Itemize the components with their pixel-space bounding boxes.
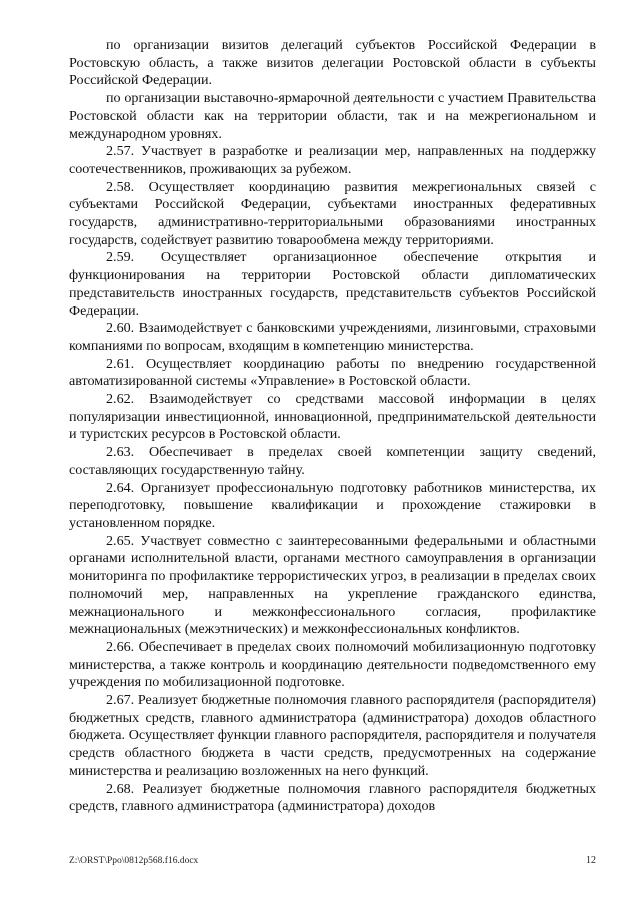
footer-page-number: 12 xyxy=(586,855,596,866)
paragraph: 2.65. Участвует совместно с заинтересованными федеральными и областными органами исполнительной власти, органами местного самоуправления в организации мониторинга по профилактике террористических угроз, в реализации в пределах своих полномочий мер, направленных на укрепление гражданского единства, межнационального и межконфессионального согласия, профилактике межнациональных (межэтнических) и межконфессиональных конфликтов. xyxy=(69,532,596,638)
paragraph: 2.57. Участвует в разработке и реализации мер, направленных на поддержку соотечественников, проживающих за рубежом. xyxy=(69,143,596,177)
document-body xyxy=(69,37,596,816)
paragraph: 2.67. Реализует бюджетные полномочия главного распорядителя (распорядителя) бюджетных средств, главного администратора (администратора) доходов областного бюджета. Осуществляет функции главного распорядителя, распорядителя и получателя средств областного бюджета в части средств, предусмотренных на содержание министерства и реализацию возложенных на него функций. xyxy=(69,692,596,779)
paragraph: 2.66. Обеспечивает в пределах своих полномочий мобилизационную подготовку министерства, а также контроль и координацию деятельности подведомственного ему учреждения по мобилизационной подготовке. xyxy=(69,638,596,691)
paragraph: 2.62. Взаимодействует со средствами массовой информации в целях популяризации инвестиционной, инновационной, предпринимательской деятельности и туристских ресурсов в Ростовской области. xyxy=(69,391,596,443)
paragraph: по организации визитов делегаций субъектов Российской Федерации в Ростовскую область, а также визитов делегации Ростовской области в субъекты Российской Федерации. xyxy=(69,37,596,89)
paragraph: 2.60. Взаимодействует с банковскими учреждениями, лизинговыми, страховыми компаниями по вопросам, входящим в компетенцию министерства. xyxy=(69,320,596,354)
paragraph: 2.68. Реализует бюджетные полномочия главного распорядителя бюджетных средств, главного администратора (администратора) доходов xyxy=(69,780,596,815)
paragraph: 2.64. Организует профессиональную подготовку работников министерства, их переподготовку, повышение квалификации и прохождение стажировки в установленном порядке. xyxy=(69,479,596,531)
paragraph: по организации выставочно-ярмарочной деятельности с участием Правительства Ростовской области как на территории области, так и на межрегиональном и международном уровнях. xyxy=(69,90,596,142)
paragraph: 2.58. Осуществляет координацию развития межрегиональных связей с субъектами Российской Федерации, субъектами иностранных федеративных государств, административно-территориальными образованиями иностранных государств, содействует развитию товарообмена между территориями. xyxy=(69,178,596,248)
paragraph: 2.63. Обеспечивает в пределах своей компетенции защиту сведений, составляющих государственную тайну. xyxy=(69,444,596,478)
paragraph: 2.59. Осуществляет организационное обеспечение открытия и функционирования на территории Ростовской области дипломатических представительств иностранных государств, представительств субъектов Российской Федерации. xyxy=(69,249,596,319)
footer-file-path: Z:\ORST\Ppo\0812p568.f16.docx xyxy=(69,856,199,866)
paragraph: 2.61. Осуществляет координацию работы по внедрению государственной автоматизированной системы «Управление» в Ростовской области. xyxy=(69,355,596,390)
